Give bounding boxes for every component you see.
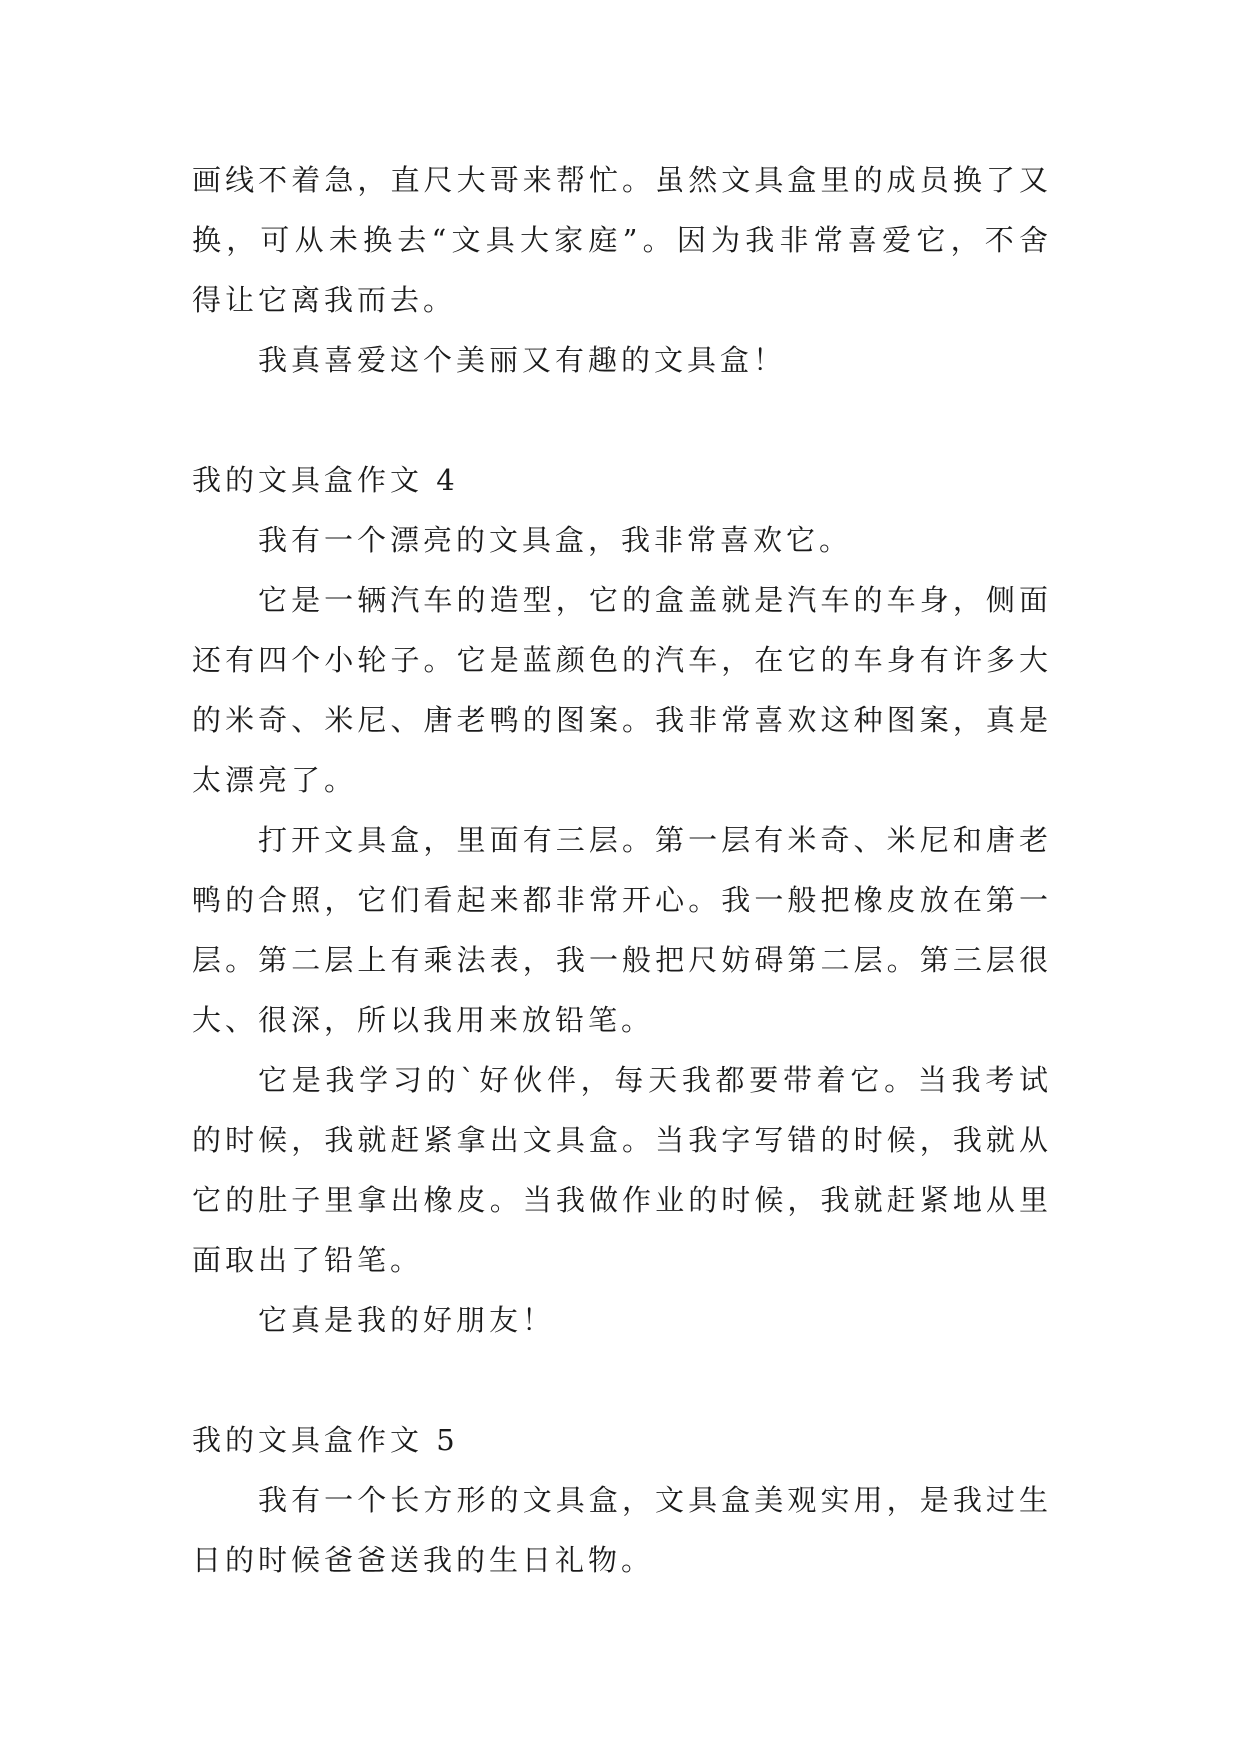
document-body — [192, 150, 1052, 1590]
essay4-paragraph-2: 它是一辆汽车的造型，它的盒盖就是汽车的车身，侧面还有四个小轮子。它是蓝颜色的汽车，在它的车身有许多大的米奇、米尼、唐老鸭的图案。我非常喜欢这种图案，真是太漂亮了。 — [192, 583, 1052, 797]
section-gap — [192, 390, 1052, 450]
essay4-paragraph-5: 它真是我的好朋友！ — [258, 1303, 556, 1337]
essay5-paragraph-1: 我有一个长方形的文具盒，文具盒美观实用，是我过生日的时候爸爸送我的生日礼物。 — [192, 1483, 1052, 1577]
essay4-paragraph-3: 打开文具盒，里面有三层。第一层有米奇、米尼和唐老鸭的合照，它们看起来都非常开心。我一般把橡皮放在第一层。第二层上有乘法表，我一般把尺妨碍第二层。第三层很大、很深，所以我用来放铅笔。 — [192, 823, 1052, 1037]
essay5-title: 我的文具盒作文 5 — [192, 1423, 459, 1457]
section-gap — [192, 1350, 1052, 1410]
essay4-title: 我的文具盒作文 4 — [192, 463, 459, 497]
essay4-paragraph-1: 我有一个漂亮的文具盒，我非常喜欢它。 — [258, 523, 853, 557]
essay4-paragraph-4: 它是我学习的`好伙伴，每天我都要带着它。当我考试的时候，我就赶紧拿出文具盒。当我字写错的时候，我就从它的肚子里拿出橡皮。当我做作业的时候，我就赶紧地从里面取出了铅笔。 — [192, 1063, 1052, 1277]
continued-paragraph: 画线不着急，直尺大哥来帮忙。虽然文具盒里的成员换了又换，可从未换去“文具大家庭”。因为我非常喜爱它，不舍得让它离我而去。 — [192, 163, 1052, 317]
closing-line-essay3: 我真喜爱这个美丽又有趣的文具盒！ — [258, 343, 787, 377]
